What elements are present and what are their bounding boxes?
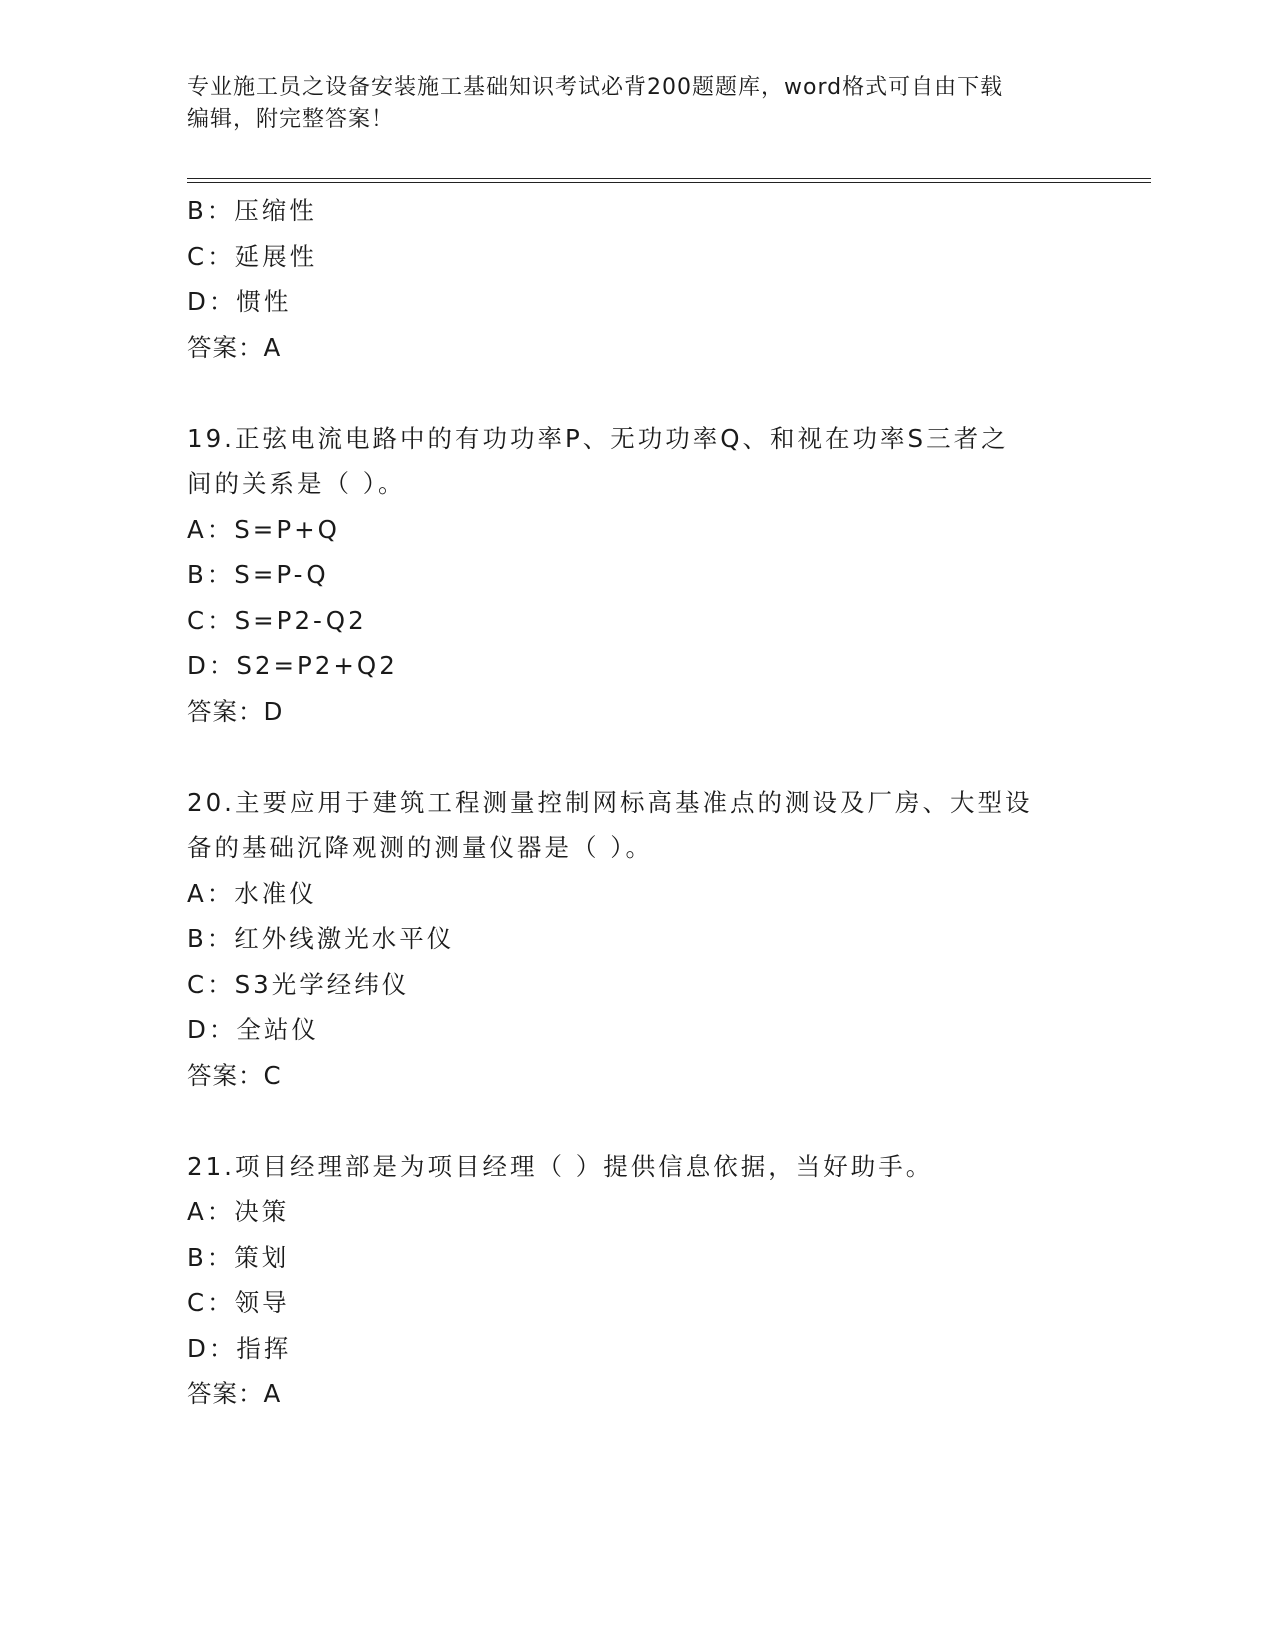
question-stem-cont: 间的关系是（ ）。 [187,469,406,498]
header-divider-top [187,178,1151,179]
question-list [187,188,1087,1417]
question-18 [187,188,1087,370]
header-divider-bottom [187,182,1151,183]
option-b: B：压缩性 [187,196,317,225]
option-c: C：领导 [187,1288,290,1317]
option-d: D：惯性 [187,287,292,316]
option-b: B：S=P-Q [187,560,329,589]
option-c: C：S3光学经纬仪 [187,969,410,999]
answer-line: 答案：A [187,1379,282,1408]
question-stem: 20.主要应用于建筑工程测量控制网标高基准点的测设及厂房、大型设 [187,787,1033,817]
option-d: D：指挥 [187,1333,292,1363]
question-19 [187,416,1087,735]
question-20 [187,780,1087,1099]
option-a: A：决策 [187,1197,290,1226]
question-stem: 19.正弦电流电路中的有功功率P、无功功率Q、和视在功率S三者之 [187,423,1009,453]
document-header [187,72,1067,136]
option-c: C：S=P2-Q2 [187,605,367,635]
option-a: A：水准仪 [187,878,317,908]
question-stem-cont: 备的基础沉降观测的测量仪器是（ ）。 [187,833,654,862]
option-c: C：延展性 [187,241,318,271]
option-b: B：红外线激光水平仪 [187,924,455,953]
answer-line: 答案：C [187,1060,282,1090]
answer-line: 答案：D [187,696,284,726]
header-line-2: 编辑，附完整答案！ [187,107,395,132]
option-d: D：全站仪 [187,1015,319,1044]
question-21 [187,1144,1087,1417]
option-d: D：S2=P2+Q2 [187,651,398,680]
answer-line: 答案：A [187,332,282,362]
question-stem: 21.项目经理部是为项目经理（ ）提供信息依据，当好助手。 [187,1151,934,1181]
option-b: B：策划 [187,1242,290,1272]
option-a: A：S=P+Q [187,514,340,544]
header-line-1: 专业施工员之设备安装施工基础知识考试必背200题题库，word格式可自由下载 [187,75,1004,100]
